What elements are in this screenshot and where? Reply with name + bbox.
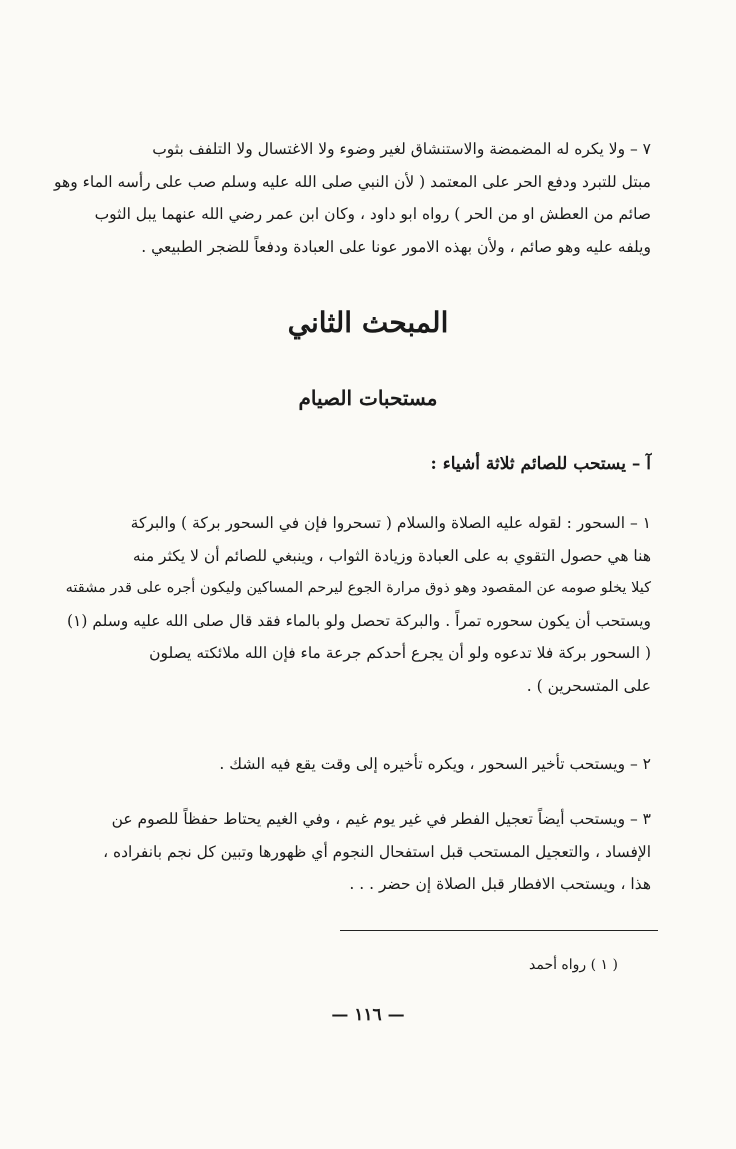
text-line: ( السحور بركة فلا تدعوه ولو أن يجرع أحدكم جرعة ماء فإن الله ملائكته يصلون bbox=[149, 644, 651, 662]
text-line: ١ – السحور : لقوله عليه الصلاة والسلام ( تسحروا فإن في السحور بركة ) والبركة bbox=[130, 514, 651, 532]
text-line: ويستحب أن يكون سحوره تمراً . والبركة تحصل ولو بالماء فقد قال صلى الله عليه وسلم (١) bbox=[66, 611, 651, 630]
text-line: صائم من العطش او من الحر ) رواه ابو داود ، وكان ابن عمر رضي الله عنهما يبل الثوب bbox=[94, 205, 651, 223]
paragraph-7 bbox=[54, 133, 651, 263]
text-line: هنا هي حصول التقوي به على العبادة وزيادة الثواب ، وينبغي للصائم أن لا يكثر منه bbox=[132, 546, 651, 565]
text-line: هذا ، ويستحب الافطار قبل الصلاة إن حضر . . . bbox=[349, 875, 651, 893]
item-3 bbox=[71, 803, 651, 901]
text-line: ٢ – ويستحب تأخير السحور ، ويكره تأخيره إلى وقت يقع فيه الشك . bbox=[219, 755, 651, 773]
footnote-divider bbox=[340, 930, 658, 931]
text-line: ٣ – ويستحب أيضاً تعجيل الفطر في غير يوم غيم ، وفي الغيم يحتاط حفظاً للصوم عن bbox=[111, 810, 651, 828]
intro-heading: آ – يستحب للصائم ثلاثة أشياء : bbox=[430, 454, 651, 474]
text-line: الإفساد ، والتعجيل المستحب قبل استفحال النجوم أي ظهورها وتبين كل نجم بانفراده ، bbox=[103, 842, 651, 861]
section-subtitle: مستحبات الصيام bbox=[298, 386, 438, 410]
footnote: ( ١ ) رواه أحمد bbox=[529, 957, 618, 973]
page-number: — ١١٦ — bbox=[331, 1005, 405, 1025]
text-line: مبتل للتبرد ودفع الحر على المعتمد ( لأن النبي صلى الله عليه وسلم صب على رأسه الماء وهو bbox=[54, 172, 651, 191]
text-line: ويلفه عليه وهو صائم ، ولأن بهذه الامور عونا على العبادة ودفعاً للضجر الطبيعي . bbox=[141, 237, 651, 256]
item-2 bbox=[71, 748, 651, 781]
section-title: المبحث الثاني bbox=[287, 306, 449, 339]
text-line: على المتسحرين ) . bbox=[526, 676, 651, 695]
item-1 bbox=[65, 507, 651, 702]
text-line: ٧ – ولا يكره له المضمضة والاستنشاق لغير وضوء ولا الاغتسال ولا التلفف بثوب bbox=[152, 140, 651, 158]
text-line: كيلا يخلو صومه عن المقصود وهو ذوق مرارة الجوع ليرحم المساكين وليكون أجره على قدر مشقته bbox=[65, 580, 651, 596]
